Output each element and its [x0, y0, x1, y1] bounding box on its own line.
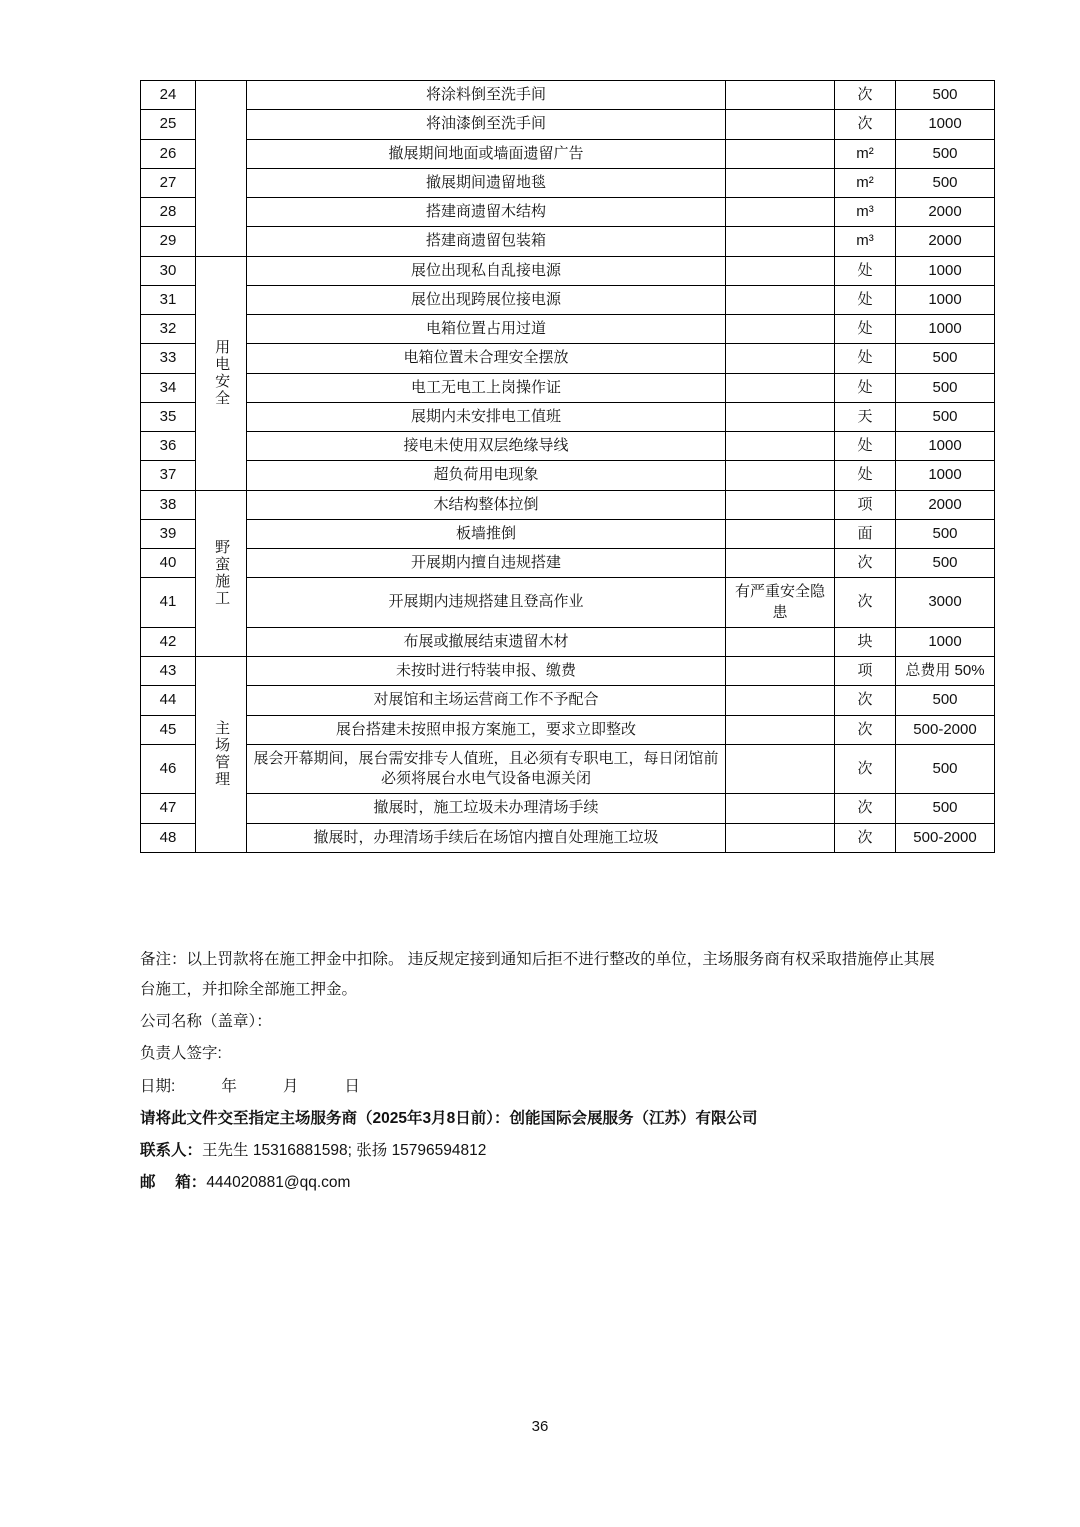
row-number: 36 [141, 432, 196, 461]
table-row [141, 344, 995, 373]
row-description: 开展期内违规搭建且登高作业 [247, 578, 726, 628]
table-row [141, 578, 995, 628]
row-number: 27 [141, 168, 196, 197]
table-row [141, 198, 995, 227]
row-amount: 1000 [896, 315, 995, 344]
row-unit: 处 [835, 373, 896, 402]
date-day: 日 [344, 1077, 360, 1095]
page-number: 36 [531, 1418, 549, 1435]
row-number: 31 [141, 285, 196, 314]
table-row [141, 490, 995, 519]
contact-value: 王先生 15316881598; 张扬 15796594812 [202, 1142, 487, 1160]
table-row [141, 794, 995, 823]
table-row [141, 402, 995, 431]
row-amount: 总费用 50% [896, 657, 995, 686]
row-note [726, 686, 835, 715]
row-amount: 3000 [896, 578, 995, 628]
row-number: 34 [141, 373, 196, 402]
row-number: 33 [141, 344, 196, 373]
row-amount: 1000 [896, 256, 995, 285]
row-unit: m² [835, 168, 896, 197]
table-row [141, 744, 995, 794]
row-number: 43 [141, 657, 196, 686]
row-description: 电箱位置占用过道 [247, 315, 726, 344]
category-cell-venue-management: 主场管理 [196, 657, 247, 853]
row-amount: 1000 [896, 461, 995, 490]
submit-notice: 请将此文件交至指定主场服务商（2025年3月8日前）：创能国际会展服务（江苏）有限公司 [140, 1109, 758, 1127]
table-row [141, 823, 995, 852]
row-description: 板墙推倒 [247, 519, 726, 548]
row-description: 超负荷用电现象 [247, 461, 726, 490]
row-note [726, 168, 835, 197]
row-description: 未按时进行特装申报、缴费 [247, 657, 726, 686]
row-number: 26 [141, 139, 196, 168]
row-description: 布展或撤展结束遗留木材 [247, 627, 726, 656]
company-name-label: 公司名称（盖章）： [140, 1013, 272, 1031]
row-amount: 2000 [896, 227, 995, 256]
row-number: 30 [141, 256, 196, 285]
table-row [141, 110, 995, 139]
row-amount: 2000 [896, 198, 995, 227]
row-description: 展位出现跨展位接电源 [247, 285, 726, 314]
table-row [141, 461, 995, 490]
row-note [726, 198, 835, 227]
row-number: 39 [141, 519, 196, 548]
row-number: 28 [141, 198, 196, 227]
row-note [726, 402, 835, 431]
row-amount: 500-2000 [896, 823, 995, 852]
table-row [141, 227, 995, 256]
email-label: 邮 箱： [140, 1174, 207, 1192]
table-row [141, 373, 995, 402]
row-note [726, 432, 835, 461]
row-note [726, 315, 835, 344]
row-note [726, 549, 835, 578]
row-note [726, 794, 835, 823]
row-amount: 500 [896, 81, 995, 110]
row-note [726, 461, 835, 490]
row-number: 45 [141, 715, 196, 744]
row-unit: m² [835, 139, 896, 168]
row-description: 展台搭建未按照申报方案施工，要求立即整改 [247, 715, 726, 744]
row-number: 42 [141, 627, 196, 656]
row-amount: 500 [896, 139, 995, 168]
row-number: 38 [141, 490, 196, 519]
email-value: 444020881@qq.com [206, 1174, 351, 1192]
date-line [140, 1072, 940, 1102]
row-note [726, 256, 835, 285]
row-unit: 面 [835, 519, 896, 548]
notes-section [140, 945, 940, 1199]
row-note: 有严重安全隐患 [726, 578, 835, 628]
table-row [141, 657, 995, 686]
contact-label: 联系人： [140, 1142, 203, 1160]
row-unit: 项 [835, 657, 896, 686]
row-unit: 次 [835, 794, 896, 823]
row-unit: 天 [835, 402, 896, 431]
row-unit: m³ [835, 198, 896, 227]
table-row [141, 139, 995, 168]
row-note [726, 227, 835, 256]
category-cell-electrical-safety: 用电安全 [196, 256, 247, 490]
signature-label: 负责人签字: [140, 1045, 222, 1063]
row-unit: 次 [835, 744, 896, 794]
row-number: 35 [141, 402, 196, 431]
row-unit: 次 [835, 823, 896, 852]
date-month: 月 [282, 1077, 299, 1095]
row-amount: 500 [896, 344, 995, 373]
row-description: 电工无电工上岗操作证 [247, 373, 726, 402]
row-number: 32 [141, 315, 196, 344]
row-unit: 处 [835, 432, 896, 461]
row-amount: 1000 [896, 432, 995, 461]
row-amount: 500 [896, 168, 995, 197]
table-row [141, 519, 995, 548]
row-note [726, 627, 835, 656]
row-description: 开展期内擅自违规搭建 [247, 549, 726, 578]
row-amount: 500 [896, 744, 995, 794]
row-unit: 处 [835, 285, 896, 314]
row-note [726, 81, 835, 110]
row-description: 木结构整体拉倒 [247, 490, 726, 519]
category-cell [196, 81, 247, 257]
row-unit: 次 [835, 686, 896, 715]
penalty-table [140, 80, 995, 853]
row-amount: 500-2000 [896, 715, 995, 744]
row-note [726, 519, 835, 548]
row-amount: 500 [896, 686, 995, 715]
row-note [726, 285, 835, 314]
row-number: 37 [141, 461, 196, 490]
row-number: 25 [141, 110, 196, 139]
row-description: 撤展期间遗留地毯 [247, 168, 726, 197]
row-amount: 1000 [896, 627, 995, 656]
row-note [726, 373, 835, 402]
email-line [140, 1168, 940, 1198]
row-number: 46 [141, 744, 196, 794]
row-number: 29 [141, 227, 196, 256]
row-unit: 处 [835, 461, 896, 490]
table-row [141, 686, 995, 715]
row-number: 48 [141, 823, 196, 852]
row-amount: 2000 [896, 490, 995, 519]
row-description: 撤展时，办理清场手续后在场馆内擅自处理施工垃圾 [247, 823, 726, 852]
row-amount: 500 [896, 549, 995, 578]
row-note [726, 715, 835, 744]
row-description: 撤展时，施工垃圾未办理清场手续 [247, 794, 726, 823]
row-unit: 次 [835, 578, 896, 628]
row-number: 44 [141, 686, 196, 715]
row-note [726, 657, 835, 686]
table-row [141, 285, 995, 314]
row-unit: 项 [835, 490, 896, 519]
row-description: 展位出现私自乱接电源 [247, 256, 726, 285]
table-row [141, 168, 995, 197]
row-description: 展期内未安排电工值班 [247, 402, 726, 431]
row-unit: 次 [835, 549, 896, 578]
row-note [726, 823, 835, 852]
row-description: 撤展期间地面或墙面遗留广告 [247, 139, 726, 168]
row-unit: 次 [835, 110, 896, 139]
row-amount: 1000 [896, 285, 995, 314]
table-row [141, 715, 995, 744]
row-note [726, 744, 835, 794]
row-description: 电箱位置未合理安全摆放 [247, 344, 726, 373]
row-number: 47 [141, 794, 196, 823]
category-cell-rough-construction: 野蛮施工 [196, 490, 247, 657]
row-description: 搭建商遗留包装箱 [247, 227, 726, 256]
remark-text: 备注：以上罚款将在施工押金中扣除。 违反规定接到通知后拒不进行整改的单位，主场服务商有权采取措施停止其展台施工，并扣除全部施工押金。 [140, 950, 935, 998]
row-number: 41 [141, 578, 196, 628]
table-row [141, 81, 995, 110]
row-unit: 处 [835, 344, 896, 373]
row-description: 展会开幕期间，展台需安排专人值班，且必须有专职电工，每日闭馆前必须将展台水电气设备电源关闭 [247, 744, 726, 794]
row-description: 对展馆和主场运营商工作不予配合 [247, 686, 726, 715]
row-unit: 次 [835, 81, 896, 110]
table-row [141, 627, 995, 656]
row-description: 接电未使用双层绝缘导线 [247, 432, 726, 461]
row-note [726, 139, 835, 168]
date-year: 年 [221, 1077, 237, 1095]
table-row [141, 315, 995, 344]
row-description: 搭建商遗留木结构 [247, 198, 726, 227]
row-unit: m³ [835, 227, 896, 256]
row-amount: 500 [896, 794, 995, 823]
row-unit: 次 [835, 715, 896, 744]
table-row [141, 256, 995, 285]
row-number: 24 [141, 81, 196, 110]
row-unit: 块 [835, 627, 896, 656]
table-row [141, 549, 995, 578]
row-number: 40 [141, 549, 196, 578]
row-description: 将涂料倒至洗手间 [247, 81, 726, 110]
row-note [726, 344, 835, 373]
row-amount: 500 [896, 373, 995, 402]
row-unit: 处 [835, 256, 896, 285]
row-note [726, 110, 835, 139]
row-description: 将油漆倒至洗手间 [247, 110, 726, 139]
row-unit: 处 [835, 315, 896, 344]
row-note [726, 490, 835, 519]
table-row [141, 432, 995, 461]
row-amount: 1000 [896, 110, 995, 139]
date-label: 日期: [140, 1077, 176, 1095]
contact-line [140, 1136, 940, 1166]
row-amount: 500 [896, 402, 995, 431]
row-amount: 500 [896, 519, 995, 548]
